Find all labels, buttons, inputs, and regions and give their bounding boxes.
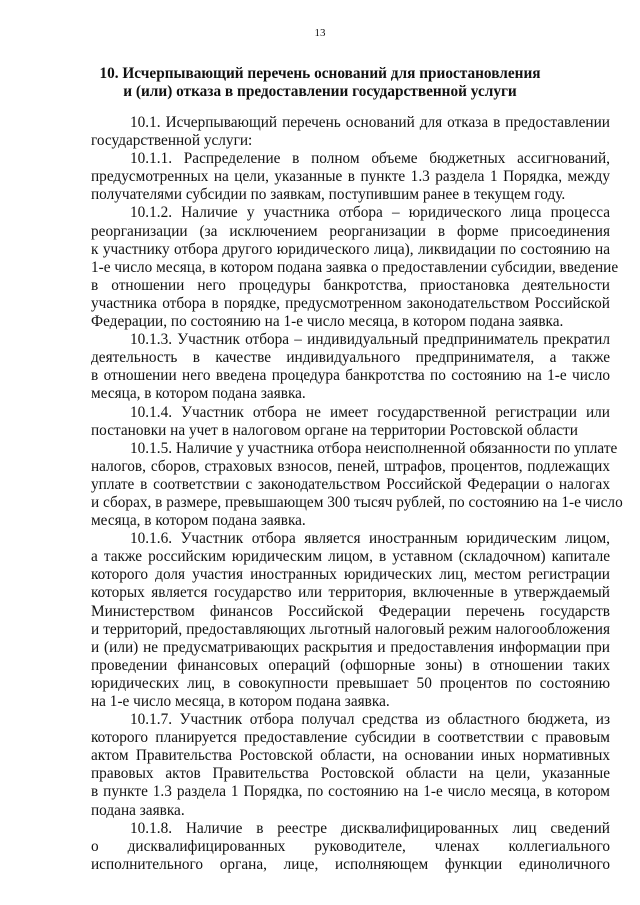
text-line: и территорий, предоставляющих льготный налоговый режим налогообложения <box>91 620 610 638</box>
text-line: постановки на учет в налоговом органе на территории Ростовской области <box>91 421 578 439</box>
text-line: и (или) не предусматривающих раскрытия и предоставления информации при <box>91 638 610 656</box>
paragraph <box>91 711 610 820</box>
text-line: реорганизации (за исключением реорганизации в форме присоединения <box>91 222 610 240</box>
text-line: на 1-е число месяца, в котором подана заявка. <box>91 693 390 710</box>
text-line: деятельность в качестве индивидуального предпринимателя, а также <box>91 349 610 367</box>
text-line: предусмотренных на цели, указанные в пункте 1.3 раздела 1 Порядка, между <box>91 168 610 186</box>
text-line: 10.1.4. Участник отбора не имеет государственной регистрации или <box>130 403 610 421</box>
text-line: 10.1.6. Участник отбора является иностранным юридическим лицом, <box>130 530 610 548</box>
text-line: которого доля участия иностранных юридических лиц, местом регистрации <box>91 566 610 584</box>
paragraph <box>91 530 610 711</box>
text-line: проведении финансовых операций (офшорные зоны) в отношении таких <box>91 656 610 674</box>
text-line: 10.1.2. Наличие у участника отбора – юридического лица процесса <box>130 204 610 222</box>
text-line: государственной услуги: <box>91 132 253 150</box>
text-line: актом Правительства Ростовской области, на основании иных нормативных <box>91 747 610 765</box>
paragraph <box>91 204 619 331</box>
text-line: подана заявка. <box>91 801 185 819</box>
text-line: которого планируется предоставление субсидии в соответствии с правовым <box>91 729 610 747</box>
text-line: налогов, сборов, страховых взносов, пеней, штрафов, процентов, подлежащих <box>91 457 610 475</box>
paragraph <box>91 331 610 403</box>
text-line: Федерации, по состоянию на 1-е число месяца, в котором подана заявка. <box>91 313 564 331</box>
document-body <box>91 114 623 874</box>
text-line: исполнительного органа, лице, исполняющем функции единоличного <box>91 855 610 873</box>
text-line: которых является государство или территория, включенные в утверждаемый <box>91 584 610 602</box>
text-line: 1-е число месяца, в котором подана заявка о предоставлении субсидии, введение <box>91 258 619 276</box>
text-line: 10.1. Исчерпывающий перечень оснований для отказа в предоставлении <box>130 114 610 131</box>
text-line: 10.1.7. Участник отбора получал средства из областного бюджета, из <box>130 711 610 729</box>
paragraph <box>91 114 610 150</box>
text-line: к участнику отбора другого юридического лица), ликвидации по состоянию на <box>91 240 610 258</box>
section-title <box>60 65 580 101</box>
section-title-line: и (или) отказа в предоставлении государственной услуги <box>123 83 517 100</box>
text-line: юридических лиц, в совокупности превышает 50 процентов по состоянию <box>91 674 610 692</box>
paragraph <box>91 820 610 874</box>
text-line: 10.1.8. Наличие в реестре дисквалифицированных лиц сведений <box>130 819 610 837</box>
text-line: участника отбора в порядке, предусмотренном законодательством Российской <box>91 294 610 312</box>
text-line: правовых актов Правительства Ростовской области на цели, указанные <box>91 765 610 783</box>
text-line: и сборах, в размере, превышающем 300 тысяч рублей, по состоянию на 1-е число <box>91 493 623 511</box>
page-number: 13 <box>314 27 326 39</box>
text-line: а также российским юридическим лицом, в уставном (складочном) капитале <box>91 548 610 566</box>
text-line: в пункте 1.3 раздела 1 Порядка, по состоянию на 1-е число месяца, в котором <box>91 783 610 801</box>
text-line: 10.1.3. Участник отбора – индивидуальный предприниматель прекратил <box>130 331 610 349</box>
section-title-line: 10. Исчерпывающий перечень оснований для приостановления <box>99 65 541 82</box>
text-line: в отношении него процедуры банкротства, приостановка деятельности <box>91 276 610 294</box>
paragraph <box>91 439 623 530</box>
text-line: получателями субсидии по заявкам, поступившим ранее в текущем году. <box>91 186 566 204</box>
text-line: в отношении него введена процедура банкротства по состоянию на 1-е число <box>91 367 610 385</box>
text-line: 10.1.5. Наличие у участника отбора неисполненной обязанности по уплате <box>130 439 618 457</box>
paragraph <box>91 150 610 204</box>
text-line: Министерством финансов Российской Федерации перечень государств <box>91 602 610 620</box>
text-line: месяца, в котором подана заявка. <box>91 385 306 403</box>
paragraph <box>91 404 610 440</box>
text-line: 10.1.1. Распределение в полном объеме бюджетных ассигнований, <box>130 150 610 168</box>
text-line: месяца, в котором подана заявка. <box>91 512 306 530</box>
text-line: о дисквалифицированных руководителе, членах коллегиального <box>91 837 610 855</box>
text-line: уплате в соответствии с законодательством Российской Федерации о налогах <box>91 475 610 493</box>
